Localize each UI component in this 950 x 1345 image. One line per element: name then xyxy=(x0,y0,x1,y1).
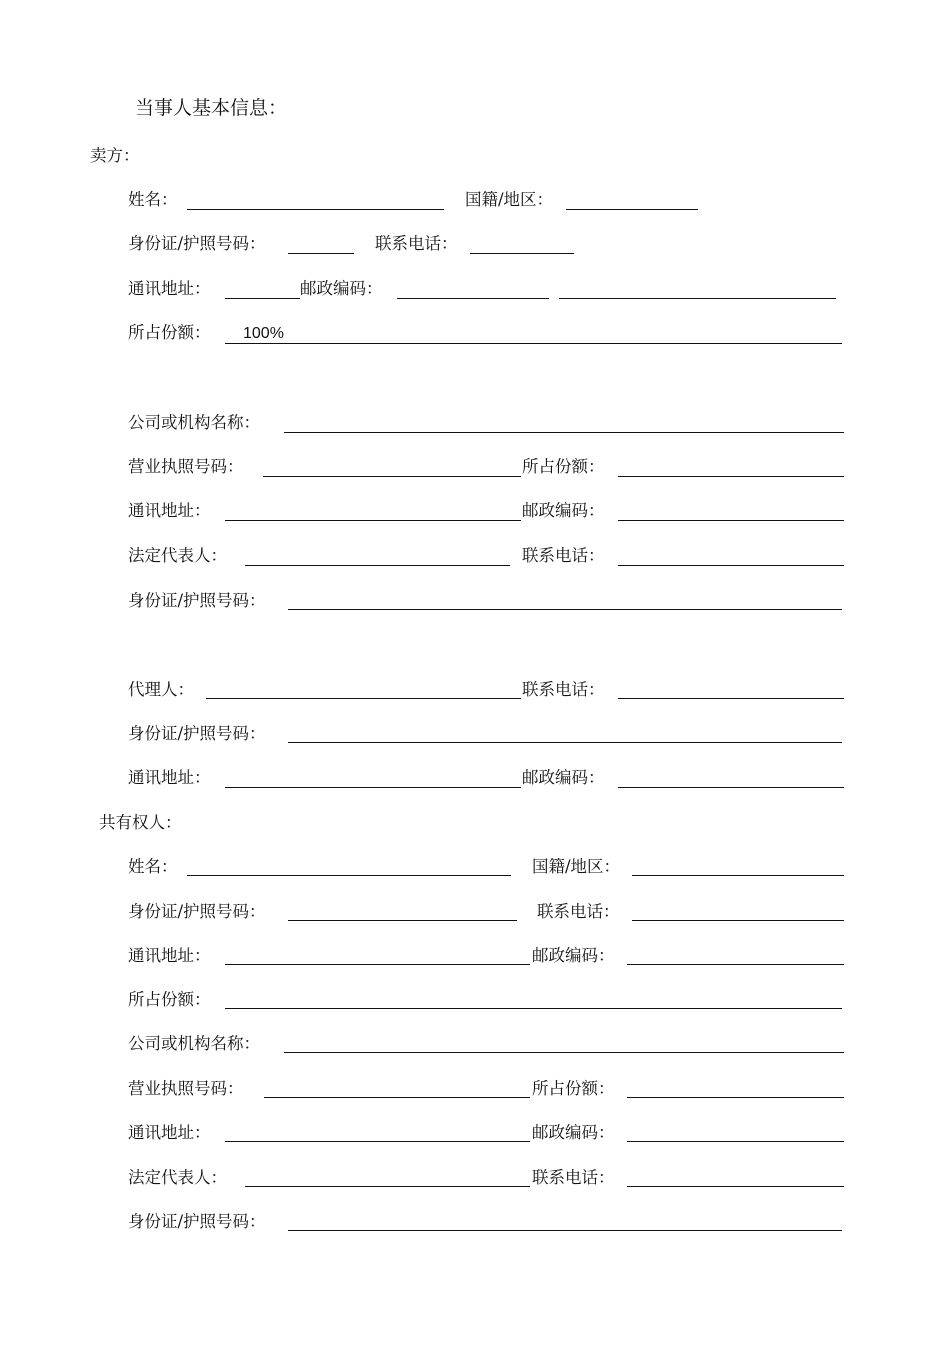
seller-nationality-label: 国籍/地区： xyxy=(465,190,554,209)
co-owner-company-field[interactable] xyxy=(284,1052,844,1053)
co-owner-company-id-field[interactable] xyxy=(288,1230,842,1231)
co-owner-company-phone-field[interactable] xyxy=(627,1186,844,1187)
seller-company-postcode-field[interactable] xyxy=(618,520,844,521)
agent-field[interactable] xyxy=(206,698,521,699)
co-owner-address-label: 通讯地址： xyxy=(128,946,211,965)
co-owner-legal-rep-label: 法定代表人： xyxy=(128,1168,227,1187)
seller-postcode-label: 邮政编码： xyxy=(300,279,383,298)
co-owner-share-field[interactable] xyxy=(225,1008,842,1009)
co-owner-name-label: 姓名： xyxy=(128,857,178,876)
co-owner-license-field[interactable] xyxy=(264,1097,530,1098)
co-owner-company-label: 公司或机构名称： xyxy=(128,1034,260,1053)
agent-phone-label: 联系电话： xyxy=(522,680,605,699)
seller-phone-label: 联系电话： xyxy=(375,234,458,253)
co-owner-company-address-label: 通讯地址： xyxy=(128,1123,211,1142)
co-owner-nationality-label: 国籍/地区： xyxy=(532,857,621,876)
seller-nationality-field[interactable] xyxy=(566,209,698,210)
seller-company-address-field[interactable] xyxy=(225,520,521,521)
seller-heading: 卖方： xyxy=(90,146,140,165)
seller-address-label: 通讯地址： xyxy=(128,279,211,298)
page-title: 当事人基本信息： xyxy=(135,97,288,119)
agent-postcode-label: 邮政编码： xyxy=(522,768,605,787)
seller-phone-field[interactable] xyxy=(470,253,574,254)
co-owner-company-share-field[interactable] xyxy=(627,1097,844,1098)
seller-company-share-label: 所占份额： xyxy=(522,457,605,476)
co-owner-name-field[interactable] xyxy=(187,875,511,876)
seller-legal-rep-field[interactable] xyxy=(245,565,510,566)
co-owner-license-label: 营业执照号码： xyxy=(128,1079,244,1098)
co-owner-heading: 共有权人： xyxy=(99,813,182,832)
seller-company-phone-field[interactable] xyxy=(618,565,844,566)
seller-company-label: 公司或机构名称： xyxy=(128,413,260,432)
co-owner-legal-rep-field[interactable] xyxy=(245,1186,530,1187)
seller-company-field[interactable] xyxy=(284,432,844,433)
seller-name-label: 姓名： xyxy=(128,190,178,209)
agent-phone-field[interactable] xyxy=(618,698,844,699)
agent-label: 代理人： xyxy=(128,680,194,699)
seller-extra-field[interactable] xyxy=(559,298,836,299)
agent-address-field[interactable] xyxy=(225,787,521,788)
agent-id-field[interactable] xyxy=(288,742,842,743)
seller-share-value: 100% xyxy=(243,325,284,342)
co-owner-company-id-label: 身份证/护照号码： xyxy=(128,1212,266,1231)
seller-company-id-field[interactable] xyxy=(288,609,842,610)
seller-postcode-field[interactable] xyxy=(397,298,549,299)
seller-license-label: 营业执照号码： xyxy=(128,457,244,476)
seller-share-field[interactable] xyxy=(225,343,842,344)
co-owner-phone-label: 联系电话： xyxy=(537,902,620,921)
seller-company-phone-label: 联系电话： xyxy=(522,546,605,565)
seller-company-postcode-label: 邮政编码： xyxy=(522,501,605,520)
co-owner-share-label: 所占份额： xyxy=(128,990,211,1009)
seller-license-field[interactable] xyxy=(263,476,521,477)
co-owner-id-field[interactable] xyxy=(288,920,517,921)
seller-address-field[interactable] xyxy=(225,298,300,299)
co-owner-nationality-field[interactable] xyxy=(632,875,844,876)
co-owner-id-label: 身份证/护照号码： xyxy=(128,902,266,921)
seller-company-id-label: 身份证/护照号码： xyxy=(128,591,266,610)
co-owner-company-postcode-field[interactable] xyxy=(627,1141,844,1142)
co-owner-company-postcode-label: 邮政编码： xyxy=(532,1123,615,1142)
co-owner-address-field[interactable] xyxy=(225,964,530,965)
seller-share-label: 所占份额： xyxy=(128,323,211,342)
co-owner-company-address-field[interactable] xyxy=(225,1141,530,1142)
agent-postcode-field[interactable] xyxy=(618,787,844,788)
seller-company-address-label: 通讯地址： xyxy=(128,501,211,520)
seller-id-label: 身份证/护照号码： xyxy=(128,234,266,253)
agent-id-label: 身份证/护照号码： xyxy=(128,724,266,743)
seller-id-field[interactable] xyxy=(288,253,354,254)
co-owner-company-share-label: 所占份额： xyxy=(532,1079,615,1098)
co-owner-phone-field[interactable] xyxy=(632,920,844,921)
co-owner-postcode-field[interactable] xyxy=(627,964,844,965)
seller-name-field[interactable] xyxy=(187,209,444,210)
seller-company-share-field[interactable] xyxy=(618,476,844,477)
agent-address-label: 通讯地址： xyxy=(128,768,211,787)
seller-legal-rep-label: 法定代表人： xyxy=(128,546,227,565)
co-owner-company-phone-label: 联系电话： xyxy=(532,1168,615,1187)
co-owner-postcode-label: 邮政编码： xyxy=(532,946,615,965)
